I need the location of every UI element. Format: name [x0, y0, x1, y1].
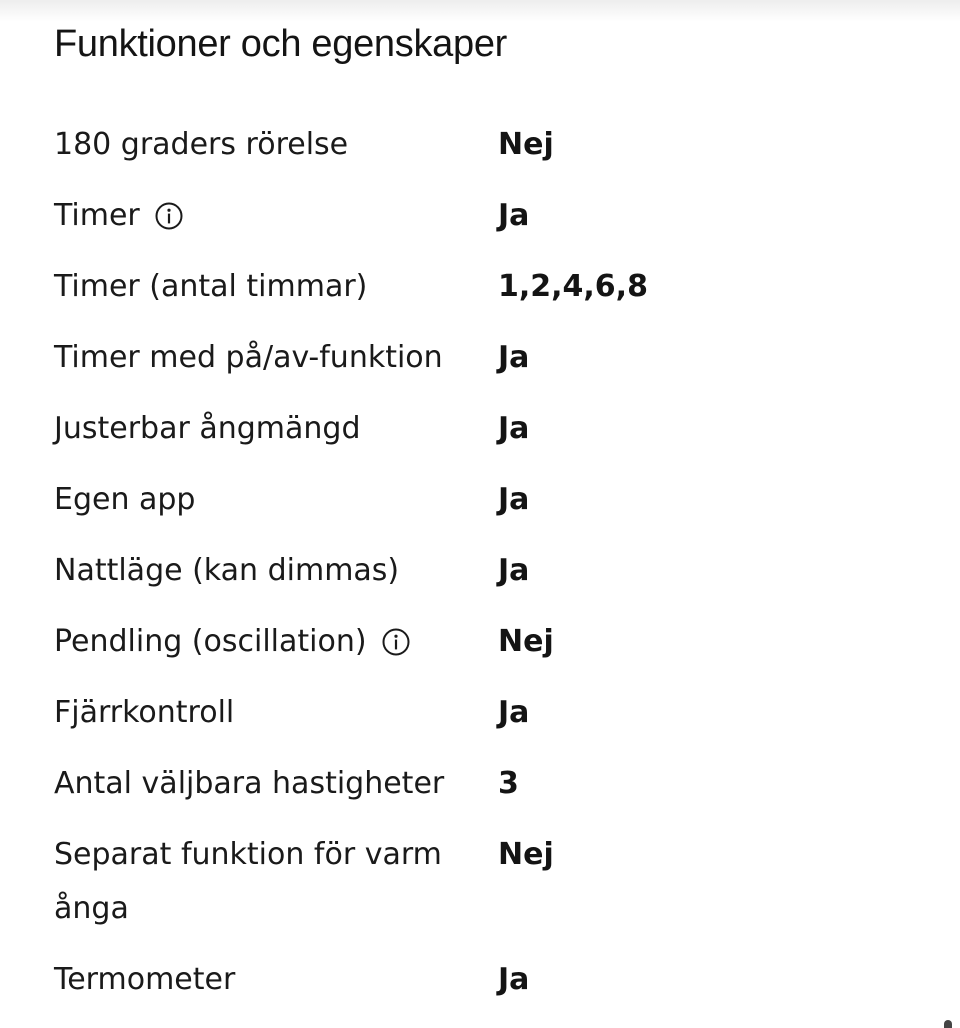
spec-value: Ja	[498, 553, 530, 588]
spec-list	[54, 110, 934, 1016]
spec-value: 3	[498, 766, 519, 801]
spec-label: Termometer	[54, 962, 236, 997]
spec-label: Nattläge (kan dimmas)	[54, 553, 400, 588]
spec-value: Ja	[498, 962, 530, 997]
spec-label: Fjärrkontroll	[54, 695, 235, 730]
spec-value: Nej	[498, 127, 554, 162]
spec-value: Ja	[498, 411, 530, 446]
spec-row-remote-control	[54, 678, 934, 749]
spec-row-timer	[54, 181, 934, 252]
spec-row-timer-hours	[54, 252, 934, 323]
spec-label: Separat funktion för varm ånga	[54, 837, 442, 926]
spec-label: Timer med på/av-funktion	[54, 340, 443, 375]
spec-value: Ja	[498, 482, 530, 517]
spec-row-adjustable-steam	[54, 394, 934, 465]
spec-row-180-degree-motion	[54, 110, 934, 181]
spec-row-speeds	[54, 749, 934, 820]
scrollbar-thumb[interactable]	[944, 1020, 952, 1028]
spec-label: Justerbar ångmängd	[54, 411, 361, 446]
spec-label: 180 graders rörelse	[54, 127, 349, 162]
spec-value: 1,2,4,6,8	[498, 269, 648, 304]
info-circle-icon[interactable]	[154, 201, 184, 231]
spec-label: Timer	[54, 197, 498, 235]
spec-value: Nej	[498, 624, 554, 659]
spec-row-night-mode	[54, 536, 934, 607]
spec-value: Ja	[498, 695, 530, 730]
features-section	[54, 18, 934, 1016]
spec-value: Ja	[498, 198, 530, 233]
spec-label: Antal väljbara hastigheter	[54, 766, 445, 801]
spec-row-oscillation	[54, 607, 934, 678]
section-title: Funktioner och egenskaper	[54, 23, 508, 65]
spec-row-own-app	[54, 465, 934, 536]
info-circle-icon[interactable]	[381, 627, 411, 657]
spec-row-warm-steam	[54, 820, 934, 945]
spec-row-thermometer	[54, 945, 934, 1016]
spec-value: Ja	[498, 340, 530, 375]
spec-label: Egen app	[54, 482, 196, 517]
spec-value: Nej	[498, 837, 554, 872]
spec-label: Timer (antal timmar)	[54, 269, 368, 304]
spec-label: Pendling (oscillation)	[54, 623, 498, 661]
spec-row-timer-on-off	[54, 323, 934, 394]
